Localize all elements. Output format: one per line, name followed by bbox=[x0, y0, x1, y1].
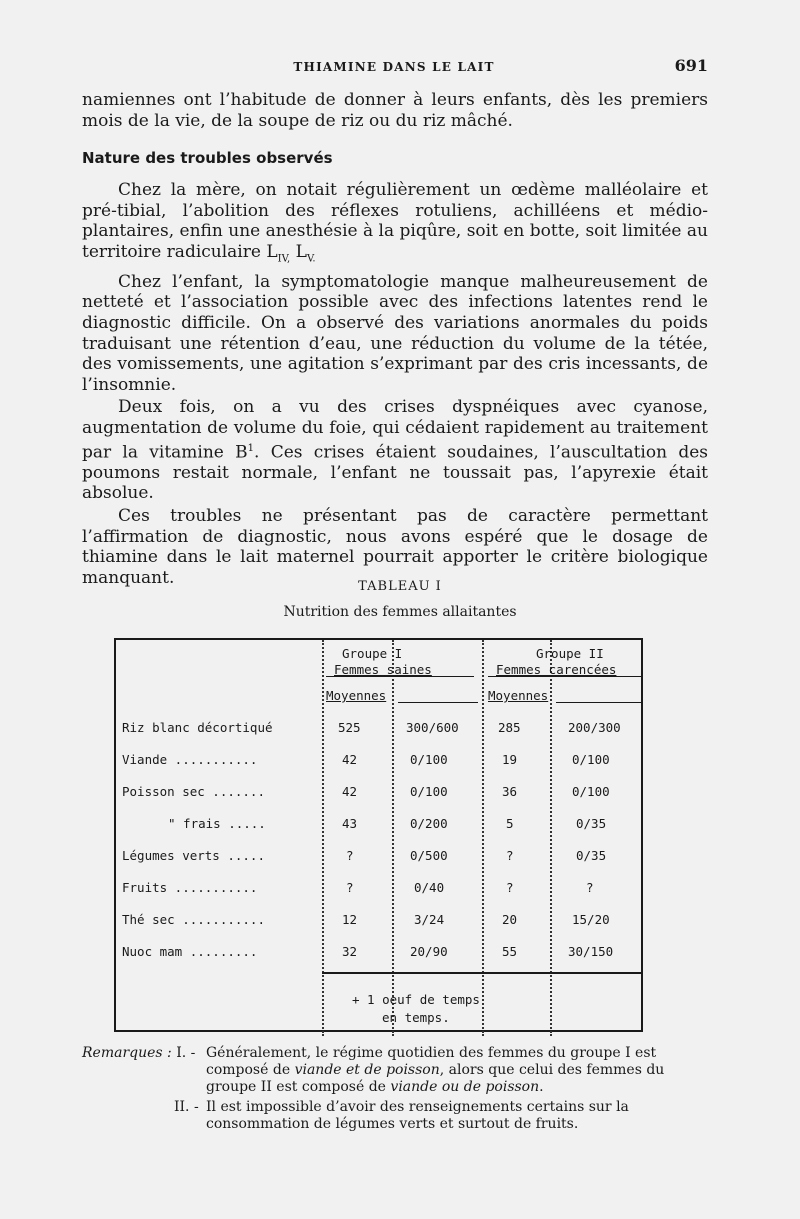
cell-value: 15/20 bbox=[572, 912, 610, 927]
cell-value: 0/40 bbox=[414, 880, 445, 895]
cell-value: ? bbox=[346, 848, 354, 863]
row-label: Viande ........... bbox=[122, 752, 258, 767]
footnote-line-2: en temps. bbox=[382, 1010, 450, 1025]
remark-text-part: Généralement, le régime quotidien des femmes du groupe I est composé de bbox=[206, 1045, 657, 1078]
table-caption: Nutrition des femmes allaitantes bbox=[283, 604, 517, 620]
paragraph-text: . Ces crises étaient soudaines, l’auscultation des poumons restait normale, l’enfant ne toussait pas, l’apyrexie était absolue. bbox=[82, 442, 708, 504]
header-rule bbox=[488, 676, 641, 677]
nutrition-table bbox=[114, 638, 643, 1032]
cell-value: 0/500 bbox=[410, 848, 448, 863]
remark-number: I. - bbox=[176, 1045, 196, 1061]
group1-title: Groupe I bbox=[342, 646, 403, 661]
group1-subtitle: Femmes saines bbox=[334, 662, 432, 677]
paragraph-child: Chez l’enfant, la symptomatologie manque malheureusement de netteté et l’association possible avec des infections latentes rend le diagnostic difficile. On a observé des variations anormales du poids traduisant une rétention d’eau, une réduction du volume de la tétée, des vomissements, une agitation s’exprimant par des cris incessants, de l’insomnie. bbox=[82, 271, 708, 395]
cell-value: 5 bbox=[506, 816, 514, 831]
running-title: THIAMINE DANS LE LAIT bbox=[293, 60, 495, 74]
remark-emphasis: viande ou de poisson bbox=[390, 1079, 540, 1095]
row-label: " frais ..... bbox=[168, 816, 266, 831]
body-paragraphs bbox=[82, 180, 708, 588]
remark-number: II. - bbox=[174, 1099, 199, 1115]
section-heading: Nature des troubles observés bbox=[82, 149, 333, 167]
paragraph-text: Chez la mère, on notait régulièrement un œdème malléolaire et pré-tibial, l’abolition des réflexes rotuliens, achilléens et médio-plantaires, enfin une anesthésie à la piqûre, soit en botte, soit limitée au territoire radiculaire L bbox=[82, 180, 708, 262]
remark-1 bbox=[82, 1045, 708, 1096]
paragraph-text: L bbox=[290, 241, 307, 262]
row-label: Fruits ........... bbox=[122, 880, 258, 895]
cell-value: 0/100 bbox=[572, 784, 610, 799]
cell-value: ? bbox=[586, 880, 594, 895]
remark-2 bbox=[82, 1099, 708, 1133]
cell-value: ? bbox=[346, 880, 354, 895]
cell-value: 0/100 bbox=[410, 752, 448, 767]
cell-value: 20 bbox=[502, 912, 518, 927]
remarks bbox=[82, 1045, 708, 1133]
cell-value: 525 bbox=[338, 720, 361, 735]
cell-value: ? bbox=[506, 848, 514, 863]
group1-moyennes: Moyennes bbox=[326, 688, 387, 703]
cell-value: 32 bbox=[342, 944, 358, 959]
cell-value: 3/24 bbox=[414, 912, 445, 927]
group2-title: Groupe II bbox=[536, 646, 604, 661]
cell-value: 55 bbox=[502, 944, 518, 959]
cell-value: 19 bbox=[502, 752, 518, 767]
cell-value: 42 bbox=[342, 752, 358, 767]
superscript: 1 bbox=[247, 442, 255, 454]
header-rule bbox=[556, 702, 641, 703]
running-head bbox=[80, 56, 708, 80]
group2-moyennes: Moyennes bbox=[488, 688, 549, 703]
table-label: TABLEAU I bbox=[358, 579, 442, 594]
paragraph-crises bbox=[82, 397, 708, 504]
page-number: 691 bbox=[674, 56, 708, 75]
cell-value: 285 bbox=[498, 720, 521, 735]
remarks-label: Remarques : bbox=[82, 1045, 172, 1061]
paragraph-conclusion: Ces troubles ne présentant pas de caractère permettant l’affirmation de diagnostic, nous avons espéré que le dosage de thiamine dans le lait maternel pourrait apporter le critère biologique manquant. bbox=[82, 505, 708, 588]
paragraph-mother bbox=[82, 180, 708, 270]
paragraph-continuation bbox=[82, 90, 708, 131]
cell-value: 0/100 bbox=[410, 784, 448, 799]
cell-value: 12 bbox=[342, 912, 358, 927]
remark-text-part: , alors que celui des femmes du groupe II est composé de bbox=[206, 1062, 665, 1095]
paragraph-text: Deux fois, on a vu des crises dyspnéiques avec cyanose, augmentation de volume du foie, qui cédaient rapidement au traitement par la vitamine B bbox=[82, 397, 708, 463]
header-rule bbox=[398, 702, 478, 703]
remark-text-part: . bbox=[539, 1079, 544, 1095]
remarks-lead bbox=[82, 1045, 195, 1062]
cell-value: 0/35 bbox=[576, 816, 607, 831]
column-separator bbox=[392, 640, 402, 1036]
cell-value: 20/90 bbox=[410, 944, 448, 959]
paragraph-text: namiennes ont l’habitude de donner à leurs enfants, dès les premiers mois de la vie, de la soupe de riz ou du riz mâché. bbox=[82, 90, 708, 131]
remark-emphasis: viande et de poisson bbox=[294, 1062, 440, 1078]
column-separator bbox=[550, 640, 560, 1036]
header-rule bbox=[326, 676, 474, 677]
footnote-line-1: + 1 oeuf de temps bbox=[352, 992, 480, 1007]
subscript: IV, bbox=[277, 253, 291, 265]
cell-value: 30/150 bbox=[568, 944, 614, 959]
footer-rule bbox=[322, 972, 641, 974]
cell-value: ? bbox=[506, 880, 514, 895]
remark-text bbox=[206, 1045, 708, 1096]
cell-value: 42 bbox=[342, 784, 358, 799]
cell-value: 0/200 bbox=[410, 816, 448, 831]
cell-value: 43 bbox=[342, 816, 358, 831]
cell-value: 36 bbox=[502, 784, 518, 799]
row-label: Nuoc mam ......... bbox=[122, 944, 258, 959]
cell-value: 200/300 bbox=[568, 720, 621, 735]
group2-subtitle: Femmes carencées bbox=[496, 662, 617, 677]
row-label: Riz blanc décortiqué bbox=[122, 720, 273, 735]
row-label: Thé sec ........... bbox=[122, 912, 265, 927]
subscript: V. bbox=[306, 253, 316, 265]
cell-value: 0/35 bbox=[576, 848, 607, 863]
remark-text: Il est impossible d’avoir des renseignements certains sur la consommation de légumes verts et surtout de fruits. bbox=[206, 1099, 629, 1132]
cell-value: 300/600 bbox=[406, 720, 459, 735]
row-label: Légumes verts ..... bbox=[122, 848, 265, 863]
row-label: Poisson sec ....... bbox=[122, 784, 265, 799]
cell-value: 0/100 bbox=[572, 752, 610, 767]
